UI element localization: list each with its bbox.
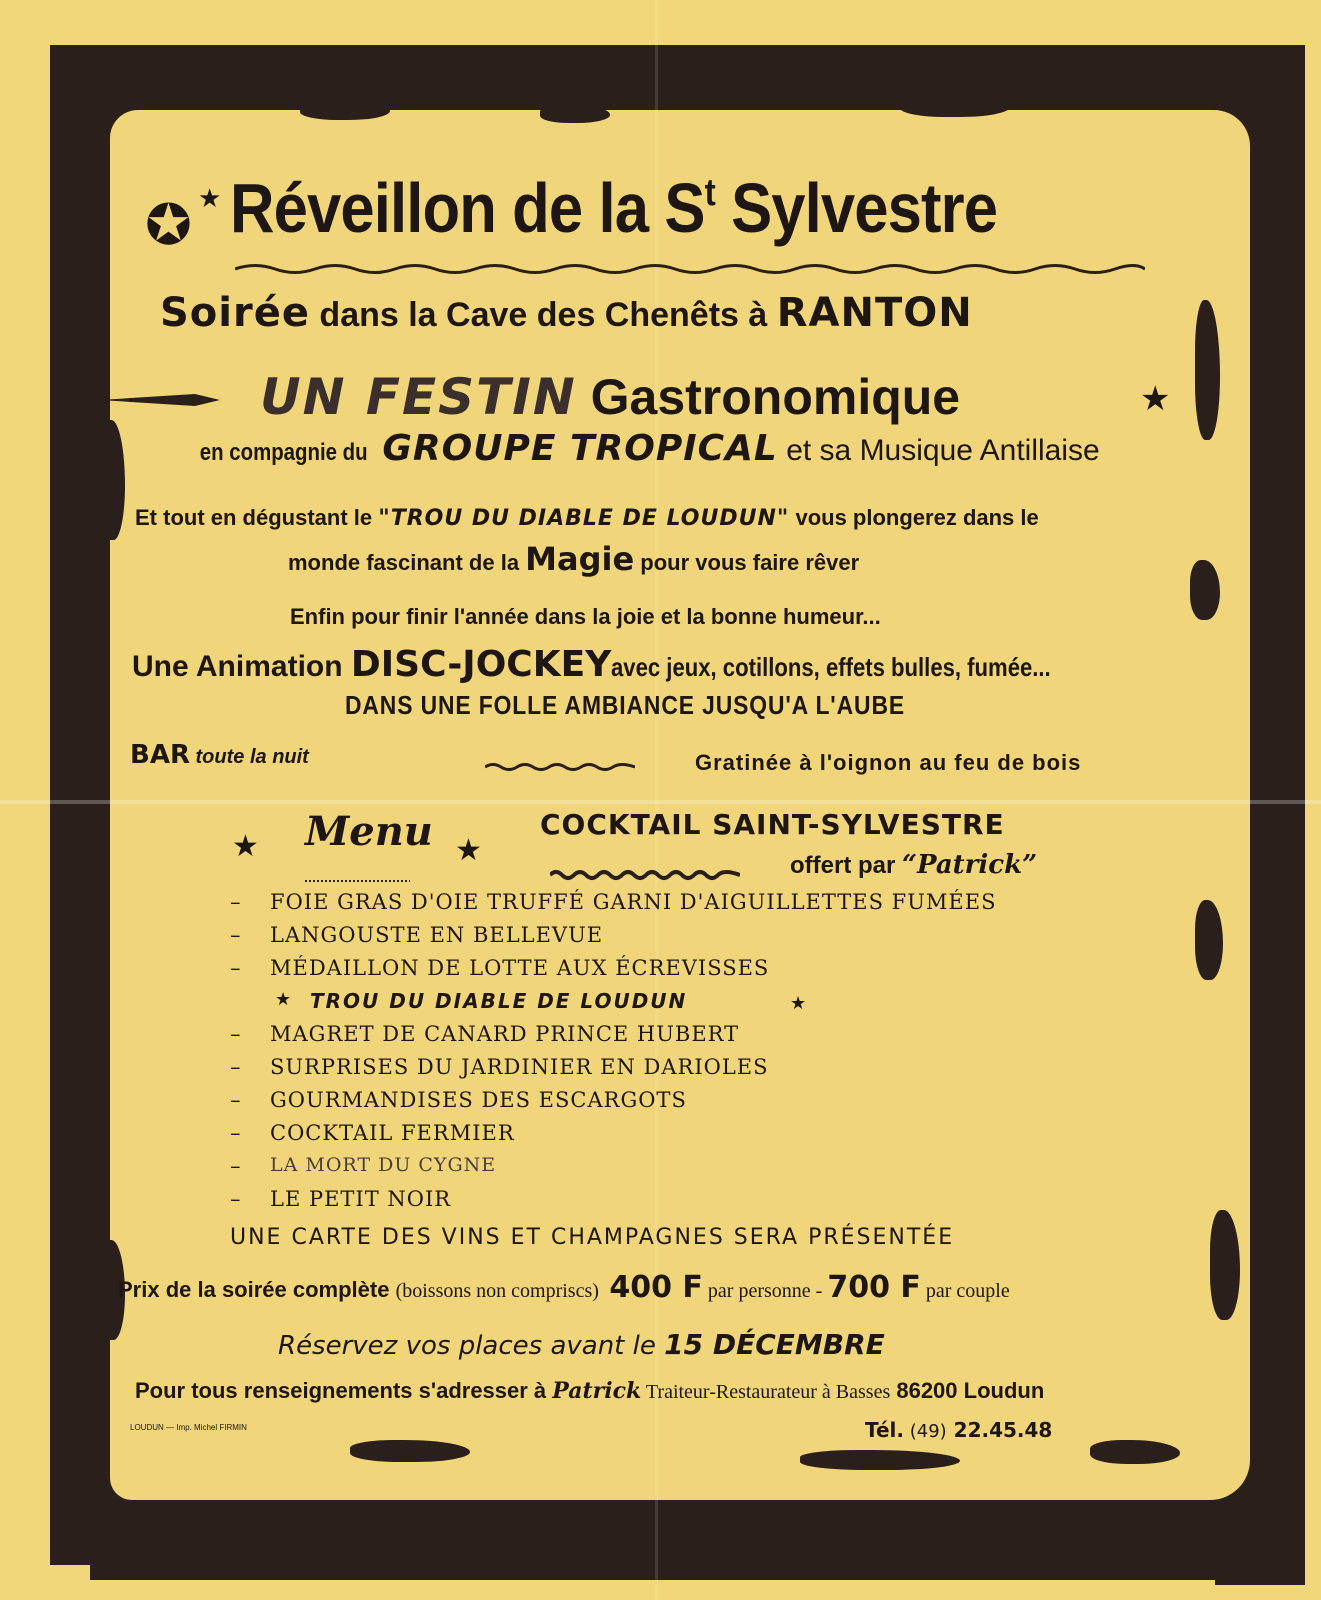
festin-b: Gastronomique	[576, 369, 961, 425]
prix-line	[118, 1270, 1010, 1305]
torn-edge	[900, 95, 1010, 117]
reservez-line	[278, 1328, 885, 1361]
offert-b: “Patrick”	[902, 850, 1038, 880]
soiree-middle: dans la Cave des Chenêts à	[309, 296, 777, 334]
menu-item-text: TROU DU DIABLE DE LOUDUN	[310, 989, 688, 1013]
prix-c: 400 F	[598, 1270, 703, 1305]
monde-a: monde fascinant de la	[288, 550, 526, 575]
compagnie-c: et sa Musique Antillaise	[777, 434, 1100, 467]
bar-line	[130, 740, 309, 770]
degustant-a: Et tout en dégustant le	[135, 505, 379, 530]
animation-line	[132, 644, 1129, 685]
torn-edge	[540, 105, 610, 123]
menu-item-text: LA MORT DU CYGNE	[270, 1154, 497, 1176]
prix-b: (boissons non compriscs)	[395, 1280, 599, 1302]
reservez-b: 15 DÉCEMBRE	[664, 1328, 885, 1361]
prix-a: Prix de la soirée complète	[118, 1277, 396, 1302]
torn-edge	[800, 1450, 960, 1470]
star-icon: ★	[198, 184, 222, 214]
menu-item-text: LANGOUSTE EN BELLEVUE	[270, 923, 604, 947]
gratinee-line: Gratinée à l'oignon au feu de bois	[695, 750, 1082, 775]
prix-d: par personne -	[702, 1280, 828, 1302]
star-icon: ★	[790, 993, 808, 1014]
star-icon: ✪	[145, 193, 192, 258]
torn-edge	[350, 1440, 470, 1462]
printer-credit: LOUDUN — Imp. Michel FIRMIN	[130, 1423, 247, 1432]
anim-b: DISC-JOCKEY	[350, 644, 612, 685]
compagnie-line	[185, 428, 1100, 469]
dotted-underline	[305, 878, 410, 884]
poster-title	[230, 168, 997, 248]
title-superscript: t	[704, 172, 715, 214]
star-icon: ★	[1140, 379, 1171, 419]
ambiance-line: DANS UNE FOLLE AMBIANCE JUSQU'A L'AUBE	[345, 690, 905, 720]
anim-a: Une Animation	[132, 650, 351, 683]
enfin-line: Enfin pour finir l'année dans la joie et la bonne humeur...	[290, 604, 881, 629]
title-main: Réveillon de la S	[230, 169, 705, 247]
monde-line	[288, 540, 859, 578]
bar-a: BAR	[130, 740, 190, 770]
vins-line: UNE CARTE DES VINS ET CHAMPAGNES SERA PRÉSENTÉE	[230, 1225, 955, 1250]
star-icon: ★	[455, 833, 482, 868]
compagnie-b: GROUPE TROPICAL	[382, 428, 778, 469]
reservez-a: Réservez vos places avant le	[278, 1331, 665, 1361]
soiree-line	[160, 290, 973, 336]
menu-item-text: SURPRISES DU JARDINIER EN DARIOLES	[270, 1055, 769, 1079]
tel-c: 22.45.48	[946, 1418, 1053, 1442]
renseignements-line	[135, 1378, 1044, 1404]
festin-a: UN FESTIN	[260, 368, 577, 426]
wave-divider	[550, 868, 740, 882]
degustant-line	[135, 505, 1039, 531]
cocktail-title: COCKTAIL SAINT-SYLVESTRE	[540, 808, 1005, 841]
paper-fold	[0, 800, 1321, 804]
torn-edge	[1090, 1440, 1180, 1464]
menu-title: Menu	[305, 808, 433, 855]
renseign-c: Traiteur-Restaurateur à Basses	[641, 1381, 891, 1403]
torn-edge	[300, 100, 390, 120]
offert-line	[790, 850, 1037, 880]
monde-b: Magie	[525, 540, 635, 578]
wave-divider	[235, 262, 1145, 276]
menu-item-text: LE PETIT NOIR	[270, 1187, 452, 1211]
star-icon: ★	[275, 989, 293, 1010]
tel-a: Tél.	[865, 1418, 905, 1442]
star-icon: ★	[232, 829, 259, 864]
monde-c: pour vous faire rêver	[634, 550, 860, 575]
tel-b: (49)	[904, 1421, 947, 1442]
soiree-place: RANTON	[776, 290, 973, 336]
renseign-d: 86200 Loudun	[890, 1378, 1045, 1403]
anim-c: avec jeux, cotillons, effets bulles, fumée...	[611, 652, 1051, 682]
menu-item-text: MÉDAILLON DE LOTTE AUX ÉCREVISSES	[270, 956, 770, 980]
hand-pointer-icon	[100, 390, 220, 410]
degustant-c: vous plongerez dans le	[789, 505, 1039, 530]
wave-divider	[485, 760, 635, 774]
renseign-b: Patrick	[552, 1378, 642, 1404]
compagnie-a: en compagnie du	[199, 439, 368, 466]
festin-line	[260, 368, 960, 426]
poster-sheet: ✪ ★ Réveillon de la $S^t$ Sylvestre Soirée dans la Cave des Chenêts à RANTON UN FESTIN Gastronomique ★ en compagnie duGROUPE TROPICAL et sa Musique Antillaise Et tout en dégustant le "TROU DU DIABLE DE LOUDUN" vous plongerez dans le monde fascinant de la Magie pour vous faire rêver Enfin pour finir l'année dans la joie et la bonne humeur... Une Animation DISC-JOCKEYavec jeux, cotillons, effets bulles, fumée... DANS UNE FOLLE AMBIANCE JUSQU'A L'AUBE BAR toute la nuit Gratinée à l'oignon au feu de bois ★ Menu ★ COCKTAIL SAINT-SYLVESTRE offert par “Patrick” – FOIE GRAS D'OIE TRUFFÉ GARNI D'AIGUILLETTES FUMÉES – LANGOUSTE EN BELLEVUE – MÉDAILLON DE LOTTE AUX ÉCREVISSES ★ TROU DU DIABLE DE LOUDUN ★ – MAGRET DE CANARD PRINCE HUBERT – SURPRISES DU JARDINIER EN DARIOLES – GOURMANDISES DES ESCARGOTS – COCKTAIL FERMIER – LA MORT DU CYGNE – LE PETIT NOIR UNE CARTE DES VINS ET CHAMPAGNES SERA PRÉSENTÉE Prix de la soirée complète (boissons non compriscs) 400 F par personne - 700 F par couple Réservez vos places avant le 15 DÉCEMBRE Pour tous renseignements s'adresser à Patrick Traiteur-Restaurateur à Basses 86200 Loudun LOUDUN — Imp. Michel FIRMIN Tél. (49) 22.45.48	[0, 0, 1321, 1600]
menu-item-text: COCKTAIL FERMIER	[270, 1121, 515, 1145]
prix-f: par couple	[920, 1280, 1010, 1302]
menu-item-text: GOURMANDISES DES ESCARGOTS	[270, 1088, 687, 1112]
menu-item-text: MAGRET DE CANARD PRINCE HUBERT	[270, 1022, 740, 1046]
bar-b: toute la nuit	[189, 746, 309, 768]
renseign-a: Pour tous renseignements s'adresser à	[135, 1378, 553, 1403]
soiree-word: Soirée	[160, 290, 310, 336]
offert-a: offert par	[790, 852, 903, 879]
menu-item-text: FOIE GRAS D'OIE TRUFFÉ GARNI D'AIGUILLETTES FUMÉES	[270, 890, 997, 914]
degustant-b: "TROU DU DIABLE DE LOUDUN"	[378, 506, 790, 531]
title-end: Sylvestre	[714, 169, 998, 247]
prix-e: 700 F	[827, 1270, 921, 1305]
telephone-line	[865, 1418, 1052, 1442]
